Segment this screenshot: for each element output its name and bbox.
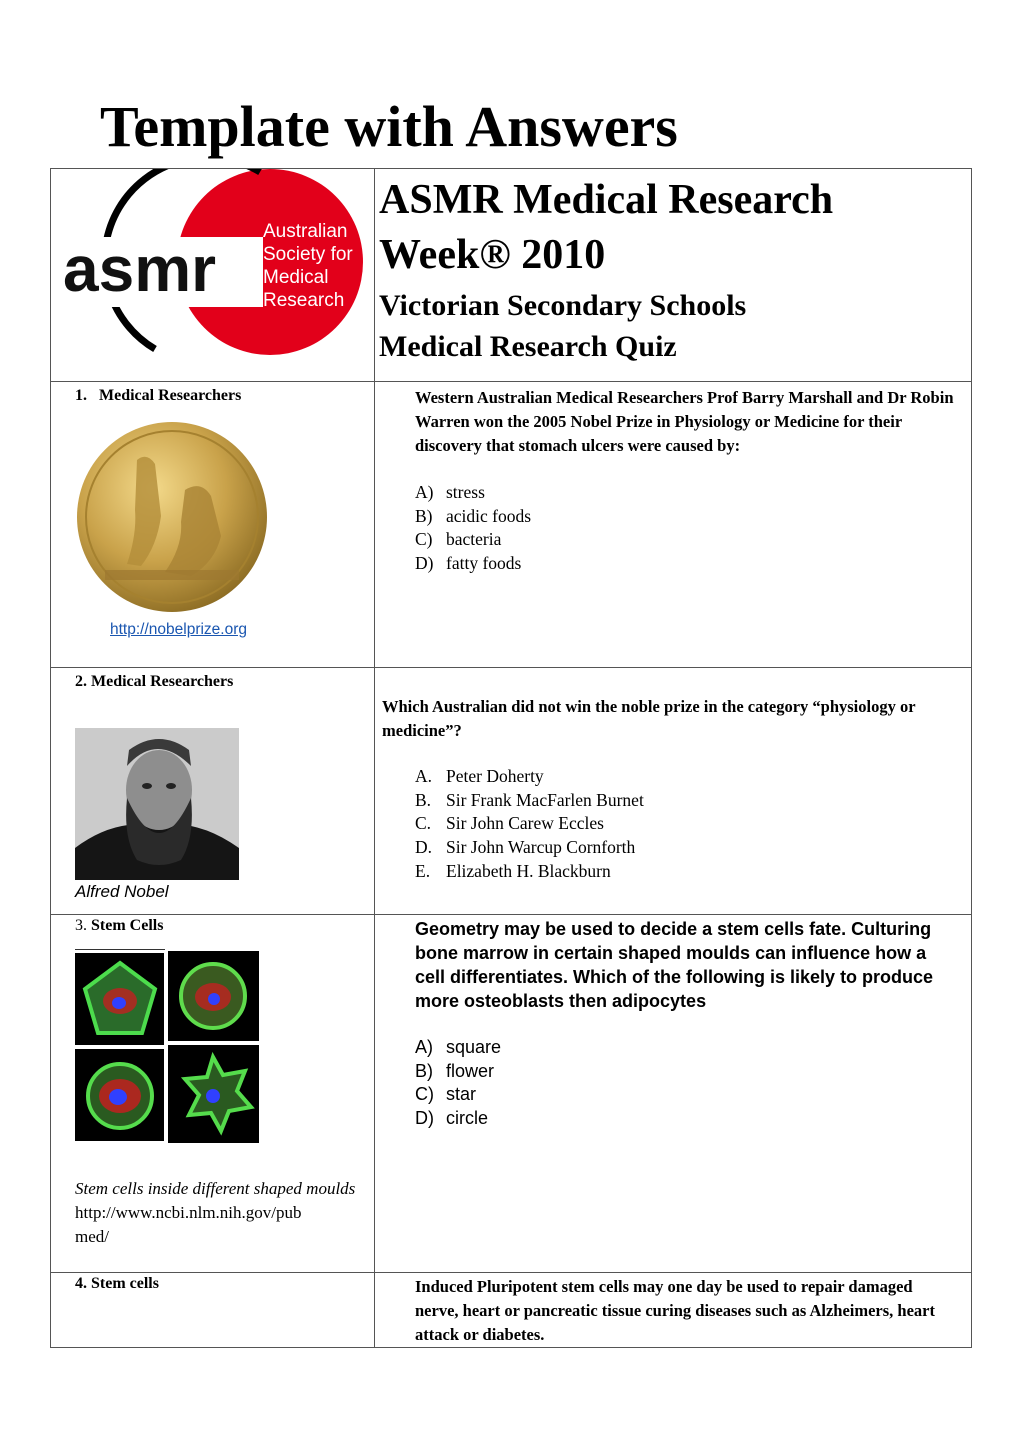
question-3-number: 3. [75, 917, 87, 934]
logo-org-line-2: Society for [263, 244, 353, 265]
question-3-right [375, 915, 972, 1273]
option-2c: C. Sir John Carew Eccles [415, 813, 604, 834]
asmr-logo [51, 169, 375, 374]
event-subtitle-line-2: Medical Research Quiz [379, 330, 677, 363]
option-2e: E. Elizabeth H. Blackburn [415, 860, 611, 881]
event-title-line-2: Week® 2010 [379, 232, 606, 278]
option-2b: B. Sir Frank MacFarlen Burnet [415, 789, 644, 810]
quiz-table [50, 168, 972, 1348]
question-row-2 [51, 668, 972, 915]
nobelprize-link-text[interactable]: http://nobelprize.org [110, 621, 248, 638]
option-1c: C) bacteria [415, 529, 502, 550]
option-3a: A) square [415, 1037, 502, 1057]
question-4-heading: 4. Stem cells [75, 1275, 159, 1292]
page-title: Template with Answers [100, 94, 678, 159]
nobel-medal-image [75, 420, 269, 614]
alfred-nobel-caption: Alfred Nobel [75, 882, 169, 901]
event-title [379, 173, 971, 283]
event-title-line-1: ASMR Medical Research [379, 177, 834, 223]
option-1d: D) fatty foods [415, 553, 522, 574]
event-subtitle [379, 285, 971, 367]
header-title-cell [375, 169, 972, 382]
question-4-left [51, 1273, 375, 1348]
ncbi-url [75, 1201, 374, 1249]
option-2d: D. Sir John Warcup Cornforth [415, 837, 636, 858]
question-2-heading: 2. Medical Researchers [75, 673, 234, 690]
ncbi-url-line-2: med/ [75, 1227, 109, 1246]
question-1-left [51, 382, 375, 668]
question-2-text: Which Australian did not win the noble prize in the category “physiology or medicine”? [382, 697, 916, 740]
logo-cell [51, 169, 375, 382]
question-3-heading [75, 917, 374, 935]
question-1-text: Western Australian Medical Researchers Prof Barry Marshall and Dr Robin Warren won the 2005 Nobel Prize in Physiology or Medicine for their discovery that stomach ulcers were caused by: [415, 388, 954, 455]
event-subtitle-line-1: Victorian Secondary Schools [379, 289, 747, 322]
logo-wordmark: asmr [63, 233, 216, 305]
question-4-right [375, 1273, 972, 1348]
option-3c: C) star [415, 1084, 477, 1105]
question-3-text: Geometry may be used to decide a stem cells fate. Culturing bone marrow in certain shaped moulds can influence how a cell differentiates. Which of the following is likely to produce more osteoblasts then adipocytes [415, 919, 934, 1011]
stem-cell-micrographs [75, 949, 261, 1149]
question-2-options [415, 765, 955, 884]
option-3b: B) flower [415, 1060, 495, 1081]
stem-cells-caption: Stem cells inside different shaped moulds [75, 1179, 356, 1198]
logo-org-line-3: Medical [263, 267, 329, 288]
question-1-heading [75, 387, 374, 405]
question-3-left [51, 915, 375, 1273]
question-3-heading-text: Stem Cells [91, 917, 164, 934]
question-1-right [375, 382, 972, 668]
question-row-1 [51, 382, 972, 668]
option-1a: A) stress [415, 482, 485, 502]
logo-org-line-4: Research [263, 290, 345, 311]
question-1-options [415, 481, 955, 576]
alfred-nobel-portrait [75, 728, 239, 880]
question-2-left [51, 668, 375, 915]
question-1-number: 1. [75, 387, 87, 404]
question-row-4 [51, 1273, 972, 1348]
option-1b: B) acidic foods [415, 505, 532, 526]
question-1-heading-text: Medical Researchers [99, 387, 242, 404]
header-row [51, 169, 972, 382]
question-2-right [375, 668, 972, 915]
question-3-options [415, 1036, 955, 1131]
nobelprize-link[interactable] [110, 621, 374, 639]
option-3d: D) circle [415, 1108, 489, 1129]
option-2a: A. Peter Doherty [415, 766, 544, 786]
question-row-3 [51, 915, 972, 1273]
question-4-text: Induced Pluripotent stem cells may one day be used to repair damaged nerve, heart or pancreatic tissue curing diseases such as Alzheimers, heart attack or diabetes. [415, 1277, 935, 1344]
ncbi-url-line-1: http://www.ncbi.nlm.nih.gov/pub [75, 1203, 302, 1222]
logo-org-line-1: Australian [263, 221, 348, 242]
